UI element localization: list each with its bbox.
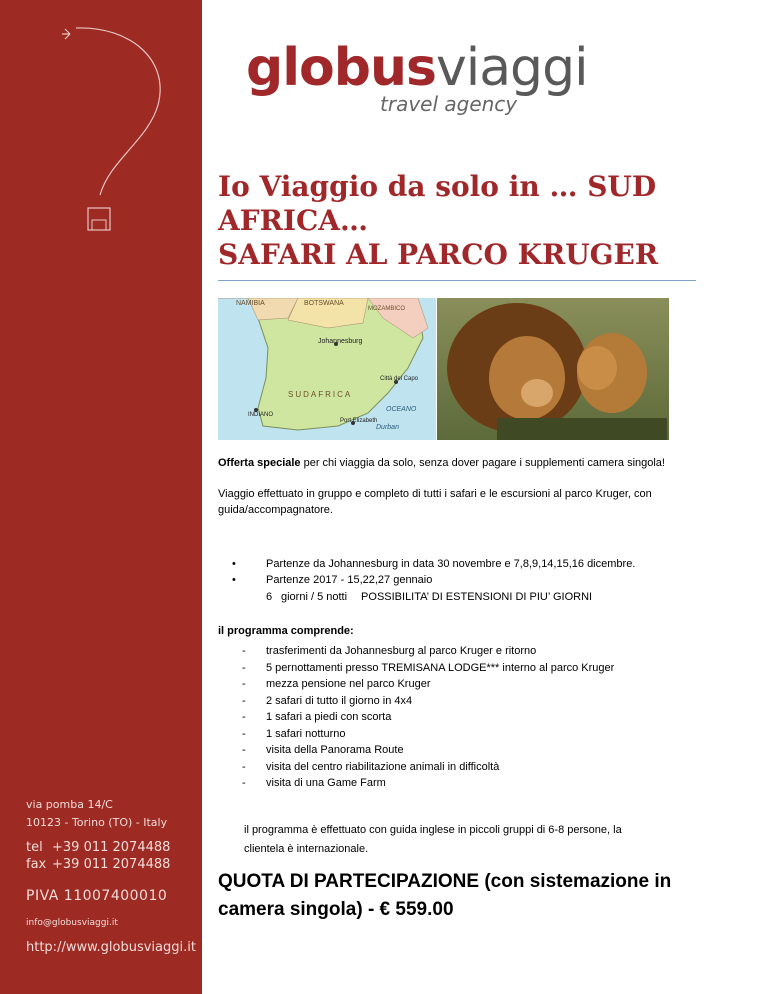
special-offer [218,455,698,471]
email-link[interactable]: info@globusviaggi.it [26,918,118,928]
map-label-mozambico: MOZAMBICO [368,306,405,312]
map-label-port-elizabeth: Port Elizabeth [340,418,378,424]
vat-number: PIVA 11007400010 [26,888,168,904]
fax-label: fax [26,857,47,872]
list-item: - mezza pensione nel parco Kruger [242,678,431,690]
map-label-oceano: OCEANO [386,406,417,413]
question-mark-icon [40,20,170,260]
list-item: - visita di una Game Farm [242,777,386,789]
address-line-1: via pomba 14/C [26,798,113,811]
website-link[interactable]: http://www.globusviaggi.it [26,940,196,955]
title-line-2: AFRICA… [218,204,368,237]
program-item: visita della Panorama Route [266,744,404,756]
lions-photo [437,298,669,440]
list-item [218,572,698,588]
bullet-icon: • [232,574,236,586]
tel-number: +39 011 2074488 [52,840,171,855]
list-item: - visita del centro riabilitazione animali in difficoltà [242,760,500,773]
departure-text: Partenze 2017 - 15,22,27 gennaio [266,574,433,586]
map-label-durban: Città del Capo [380,376,419,382]
page-title [218,170,688,272]
list-item: - 5 pernottamenti presso TREMISANA LODGE*** interno al parco Kruger [242,661,615,674]
program-item: mezza pensione nel parco Kruger [266,678,431,690]
trip-description: Viaggio effettuato in gruppo e completo di tutti i safari e le escursioni al parco Kruger, con guida/accompagnatore. [218,488,652,516]
logo-tagline: travel agency [380,92,518,116]
map-label-namibia: NAMIBIA [236,300,265,307]
title-divider [218,280,696,281]
map-label-botswana: BOTSWANA [304,300,344,307]
telephone [26,840,170,855]
brand-logo [246,38,588,116]
program-item: visita del centro riabilitazione animali in difficoltà [266,760,500,773]
duration-line [266,589,592,605]
map-label-sudafrica: SUDAFRICA [288,390,353,399]
fax-number: +39 011 2074488 [52,857,171,872]
departure-text: Partenze da Johannesburg in data 30 novembre e 7,8,9,14,15,16 dicembre. [266,558,636,570]
duration-days: 6 [266,591,273,603]
program-item: visita di una Game Farm [266,777,386,789]
extension-note: POSSIBILITA’ DI ESTENSIONI DI PIU’ GIORNI [361,591,593,603]
south-africa-map [218,298,436,440]
address-line-2: 10123 - Torino (TO) - Italy [26,816,168,829]
list-item: - 1 safari notturno [242,727,346,740]
map-label-indiano: Durban [376,424,399,431]
program-list [218,643,698,792]
quota-line-2: camera singola) - € 559.00 [218,899,454,920]
bullet-icon: • [232,558,236,570]
map-label-johannesburg: Johannesburg [318,338,363,345]
program-item: 1 safari a piedi con scorta [266,711,392,723]
fax [26,857,170,872]
map-graphic [218,298,436,440]
list-item: - 1 safari a piedi con scorta [242,711,392,723]
title-line-3: SAFARI AL PARCO KRUGER [218,238,659,271]
duration-text: giorni / 5 notti [281,591,348,603]
list-item [218,556,698,572]
program-item: trasferimenti da Johannesburg al parco Kruger e ritorno [266,645,537,657]
list-item: - 2 safari di tutto il giorno in 4x4 [242,694,413,707]
logo-wordmark [246,38,588,98]
price-quote [218,868,688,924]
program-note: il programma è effettuato con guida inglese in piccoli gruppi di 6-8 persone, la clientela è internazionale. [244,824,622,855]
program-item: 5 pernottamenti presso TREMISANA LODGE*** interno al parco Kruger [266,661,615,674]
tel-label: tel [26,840,43,855]
logo-bold-part: globus [246,38,436,98]
program-item: 2 safari di tutto il giorno in 4x4 [266,694,413,707]
offer-rest: per chi viaggia da solo, senza dover pagare i supplementi camera singola! [300,457,665,469]
offer-highlight: Offerta speciale [218,457,301,469]
map-label-citta-capo: INDIANO [248,412,274,418]
list-item: - trasferimenti da Johannesburg al parco Kruger e ritorno [242,645,537,657]
lions-photo-graphic [437,298,669,440]
list-item: - visita della Panorama Route [242,744,404,756]
departures-list [218,556,698,588]
title-line-1: Io Viaggio da solo in … SUD [218,170,657,203]
program-item: 1 safari notturno [266,727,346,740]
program-heading: il programma comprende: [218,625,354,637]
logo-thin-part: viaggi [435,38,588,98]
quota-line-1: QUOTA DI PARTECIPAZIONE (con sistemazione in [218,871,672,892]
sidebar [0,0,202,994]
